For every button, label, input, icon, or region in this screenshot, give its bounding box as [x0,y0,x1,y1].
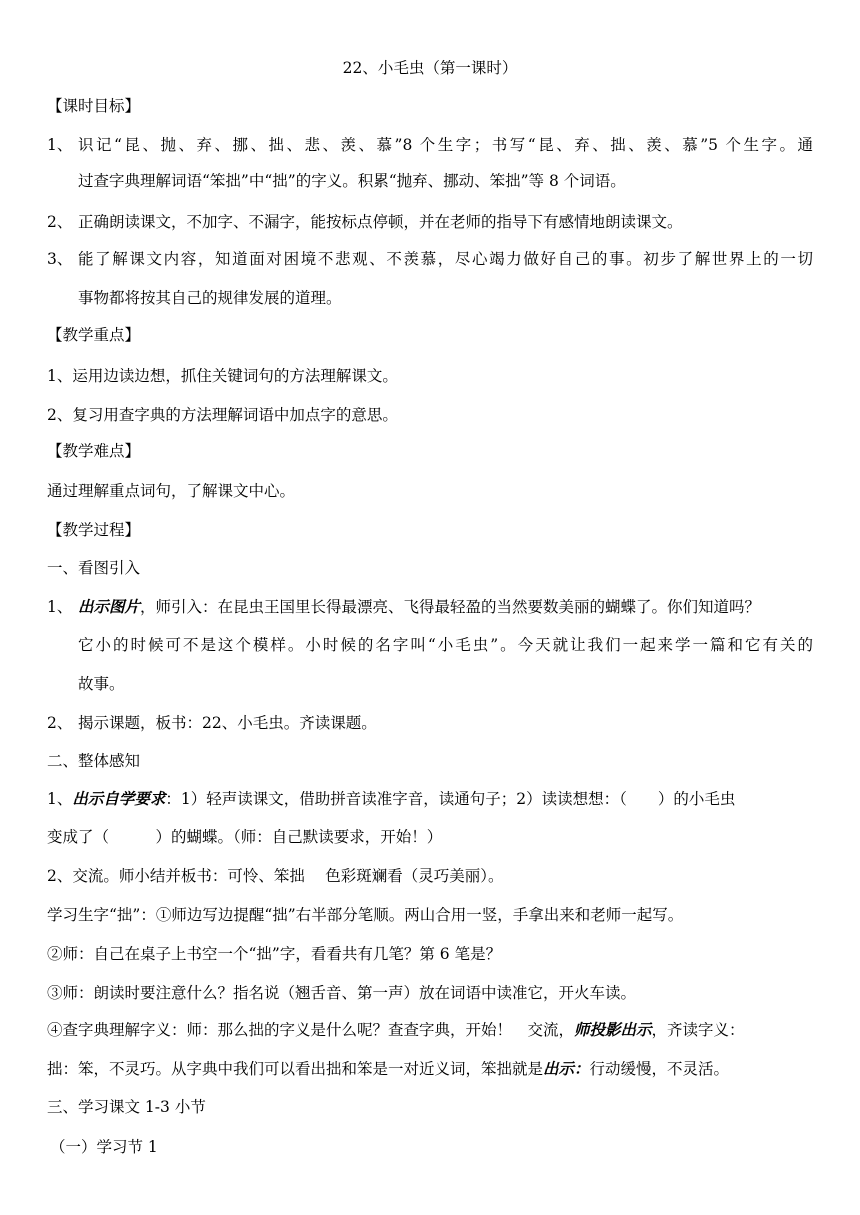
part-2-item-1-line-1 [47,789,812,809]
document-title: 22、小毛虫（第一课时） [342,59,518,77]
process-heading: 【教学过程】 [47,521,141,539]
learn-step-4-line-2-part-a: 拙：笨，不灵巧。从字典中我们可以看出拙和笨是一对近义词，笨拙就是 [47,1060,544,1078]
part-2-item-1-rest: ：1）轻声读课文，借助拼音读准字音，读通句子；2）读读想想：（ ）的小毛虫 [165,790,736,808]
part-2-heading: 二、整体感知 [47,752,141,770]
show-picture-label: 出示图片 [78,597,141,616]
goal-3-line-2: 事物都将按其自己的规律发展的道理。 [78,289,342,307]
learn-step-4-line-2-part-b: 行动缓慢，不灵活。 [589,1060,730,1078]
goals-heading: 【课时目标】 [47,97,141,115]
part-1-item-2-number: 2、 [47,714,73,732]
part-2-item-1-line-2: 变成了（ ）的蝴蝶。（师：自己默读要求，开始！） [47,828,443,846]
goal-2-number: 2、 [47,213,73,231]
part-3-sub-1: （一）学习节 1 [50,1138,158,1156]
teacher-projection-label: 师投影出示 [574,1020,652,1039]
part-1-heading: 一、看图引入 [47,559,141,577]
key-point-2: 2、复习用查字典的方法理解词语中加点字的意思。 [47,406,398,424]
difficulty-heading: 【教学难点】 [47,442,141,460]
learn-step-2: ②师：自己在桌子上书空一个“拙”字，看看共有几笔？第 6 笔是？ [47,945,502,963]
goal-1-line-1: 识记“昆、抛、弃、挪、拙、悲、羡、慕”8 个生字；书写“昆、弃、拙、羡、慕”5 个生字。通 [78,136,813,154]
learn-step-4-line-1 [47,1020,812,1040]
difficulty-text: 通过理解重点词句，了解课文中心。 [47,482,296,500]
learn-step-4-part-b: ，齐读字义： [651,1021,745,1039]
goal-2-line-1: 正确朗读课文，不加字、不漏字，能按标点停顿，并在老师的指导下有感情地朗读课文。 [78,213,683,231]
self-study-requirements-label: 出示自学要求 [72,789,166,808]
learn-step-4-part-a: ④查字典理解字义：师：那么拙的字义是什么呢？查查字典，开始！ 交流， [47,1021,575,1039]
part-3-heading: 三、学习课文 1-3 小节 [47,1098,206,1116]
part-2-item-2: 2、交流。师小结并板书：可怜、笨拙 色彩斑斓看（灵巧美丽）。 [47,867,504,885]
part-1-item-1-line-1-rest: ，师引入：在昆虫王国里长得最漂亮、飞得最轻盈的当然要数美丽的蝴蝶了。你们知道吗？ [140,598,761,616]
learn-step-4-line-2 [47,1059,729,1079]
goal-3-line-1: 能了解课文内容，知道面对困境不悲观、不羡慕，尽心竭力做好自己的事。初步了解世界上的一切 [78,250,813,268]
part-1-item-1-line-1 [78,597,813,617]
goal-1-line-2: 过查字典理解词语“笨拙”中“拙”的字义。积累“抛弃、挪动、笨拙”等 8 个词语。 [78,172,626,190]
part-2-item-1-number: 1、 [47,790,73,808]
goal-1-number: 1、 [47,136,73,154]
show-label: 出示： [543,1059,590,1078]
key-points-heading: 【教学重点】 [47,326,141,344]
learn-character-line: 学习生字“拙”：①师边写边提醒“拙”右半部分笔顺。两山合用一竖，手拿出来和老师一起写。 [47,906,684,924]
learn-step-3: ③师：朗读时要注意什么？指名说（翘舌音、第一声）放在词语中读准它，开火车读。 [47,984,637,1002]
part-1-item-1-line-2: 它小的时候可不是这个模样。小时候的名字叫“小毛虫”。今天就让我们一起来学一篇和它有关的 [78,636,813,654]
goal-3-number: 3、 [47,250,73,268]
key-point-1: 1、运用边读边想，抓住关键词句的方法理解课文。 [47,367,398,385]
part-1-item-1-line-3: 故事。 [78,675,125,693]
part-1-item-2-text: 揭示课题，板书：22、小毛虫。齐读课题。 [78,714,377,732]
part-1-item-1-number: 1、 [47,598,73,616]
